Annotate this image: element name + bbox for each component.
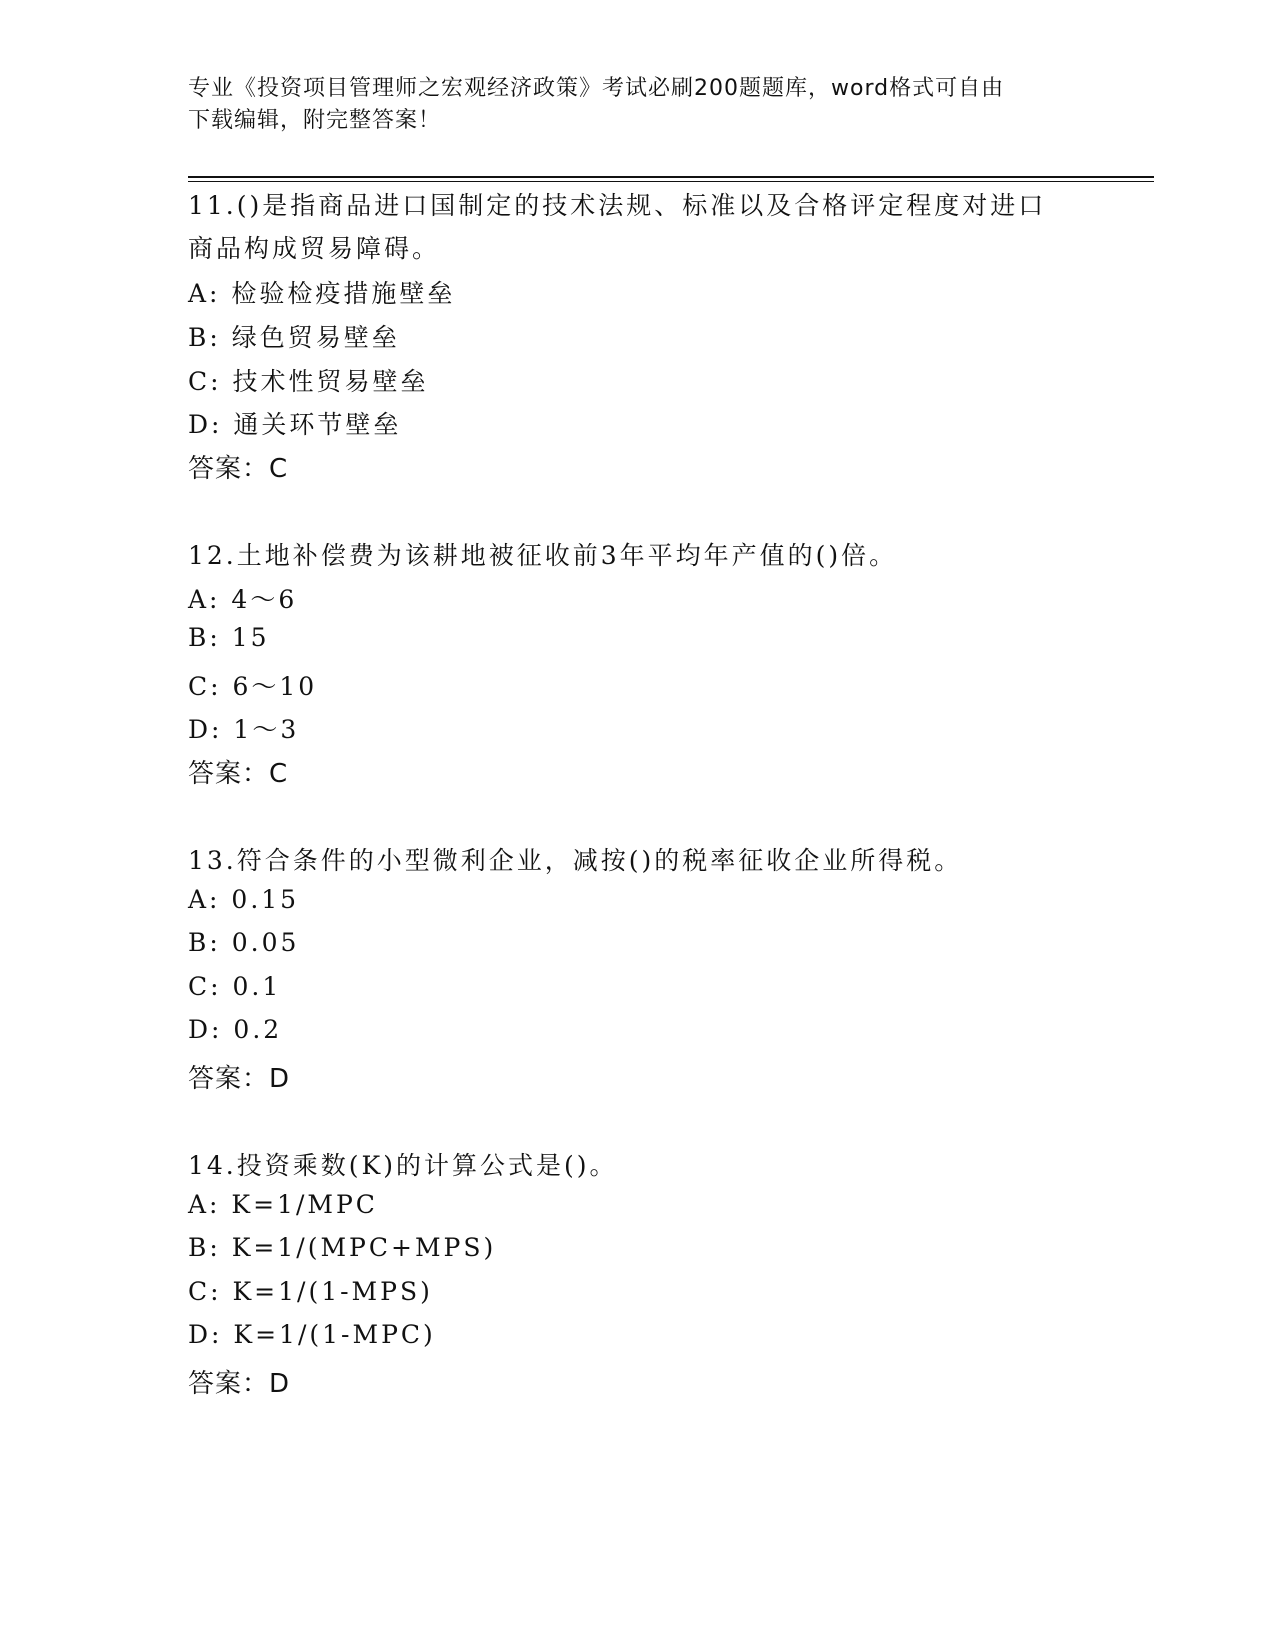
question-12-option-a: A: 4～6 [188, 585, 298, 614]
question-13-option-c: C: 0.1 [188, 972, 282, 1001]
question-13-option-b: B: 0.05 [188, 928, 300, 957]
question-13-answer: 答案：D [188, 1064, 291, 1094]
document-header [188, 73, 1068, 137]
question-12-stem: 12.土地补偿费为该耕地被征收前3年平均年产值的()倍。 [188, 541, 898, 570]
question-13-option-a: A: 0.15 [188, 885, 300, 914]
question-14-option-a: A: K=1/MPC [188, 1190, 378, 1219]
question-14-option-b: B: K=1/(MPC+MPS) [188, 1233, 497, 1262]
question-11-option-c: C: 技术性贸易壁垒 [188, 367, 429, 396]
question-14-option-d: D: K=1/(1-MPC) [188, 1320, 436, 1349]
question-11-option-d: D: 通关环节壁垒 [188, 410, 402, 439]
question-11-option-a: A: 检验检疫措施壁垒 [188, 279, 456, 308]
question-12-option-d: D: 1～3 [188, 715, 300, 744]
header-divider-thick [188, 176, 1154, 178]
question-13-option-d: D: 0.2 [188, 1015, 283, 1044]
question-11-option-b: B: 绿色贸易壁垒 [188, 323, 400, 352]
question-14-stem: 14.投资乘数(K)的计算公式是()。 [188, 1151, 618, 1180]
question-13-stem: 13.符合条件的小型微利企业，减按()的税率征收企业所得税。 [188, 846, 963, 875]
question-12-answer: 答案：C [188, 759, 289, 789]
question-12-option-b: B: 15 [188, 623, 270, 652]
question-11-stem-line-2: 商品构成贸易障碍。 [188, 234, 441, 263]
question-11-answer: 答案：C [188, 454, 289, 484]
question-11-stem-line-1: 11.()是指商品进口国制定的技术法规、标准以及合格评定程度对进口 [188, 191, 1047, 220]
question-14-answer: 答案：D [188, 1369, 291, 1399]
header-line-1: 专业《投资项目管理师之宏观经济政策》考试必刷200题题库，word格式可自由 [188, 76, 1005, 101]
question-12-option-c: C: 6～10 [188, 672, 318, 701]
question-14-option-c: C: K=1/(1-MPS) [188, 1277, 433, 1306]
header-divider-thin [188, 181, 1154, 182]
header-line-2: 下载编辑，附完整答案！ [188, 108, 442, 133]
